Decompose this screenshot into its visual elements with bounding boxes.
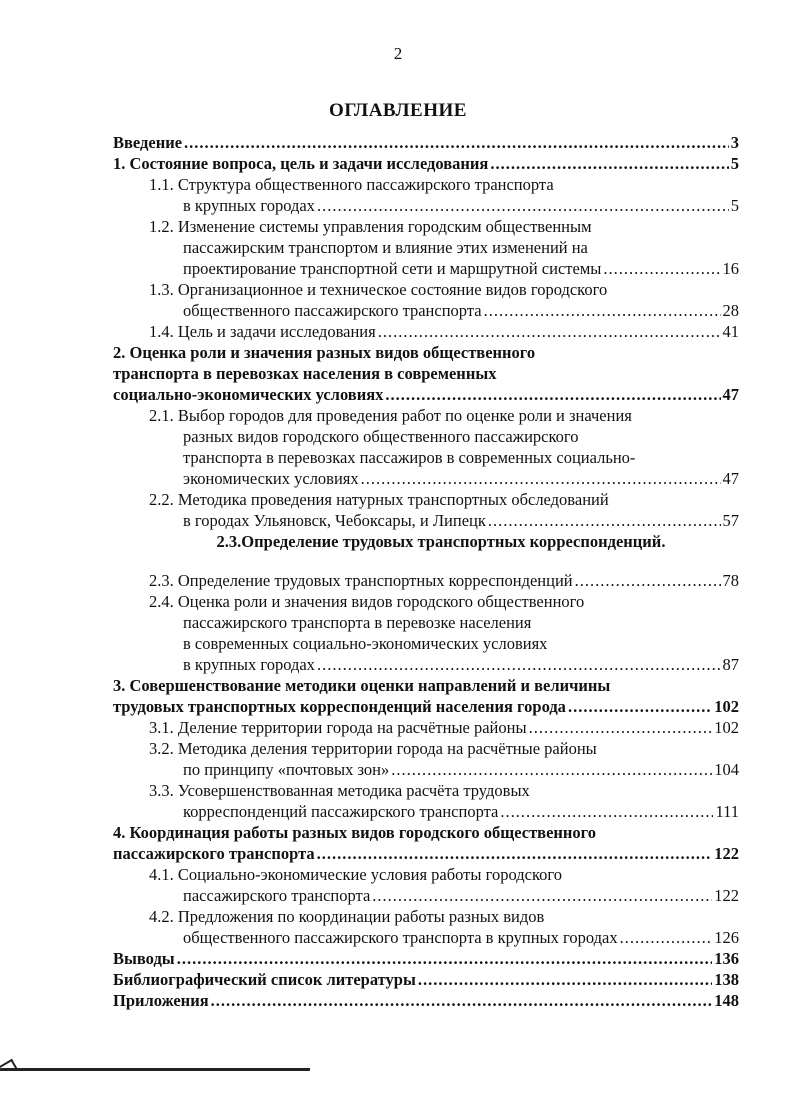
- toc-page-number: 28: [722, 301, 739, 320]
- toc-entry-title-cont: транспорта в перевозках населения в современных: [113, 364, 497, 383]
- toc-entry-title: 1.4. Цель и задачи исследования: [149, 322, 376, 341]
- toc-entry-appendices: [113, 990, 739, 1011]
- toc-entry-title-cont: социально-экономических условиях: [113, 385, 384, 404]
- toc-entry-title-cont: общественного пассажирского транспорта в крупных городах: [183, 928, 618, 947]
- toc-page-number: 57: [722, 511, 739, 530]
- toc-entry-section-1: [113, 153, 739, 174]
- toc-entry-title-cont: транспорта в перевозках пассажиров в современных социально-: [183, 448, 636, 467]
- toc-page-number: 87: [722, 655, 739, 674]
- toc-entry-title-cont: корреспонденций пассажирского транспорта: [183, 802, 499, 821]
- toc-page-number: 122: [714, 886, 739, 905]
- toc-page-number: 102: [714, 718, 739, 737]
- toc-title: ОГЛАВЛЕНИЕ: [329, 100, 467, 121]
- toc-entry-conclusions: [113, 948, 739, 969]
- section-2-3-heading: 2.3.Определение трудовых транспортных корреспонденций.: [216, 532, 666, 551]
- dot-leader: [317, 654, 721, 675]
- dot-leader: [488, 510, 721, 531]
- toc-page-number: 41: [722, 322, 739, 341]
- toc-entry-title-cont: в крупных городах: [183, 655, 315, 674]
- toc-page-number: 138: [714, 970, 739, 989]
- toc-entry-title: 2.1. Выбор городов для проведения работ по оценке роли и значения: [149, 406, 632, 425]
- dot-leader: [500, 801, 713, 822]
- toc-entry-title: 4. Координация работы разных видов городского общественного: [113, 823, 597, 842]
- toc-entry-title-cont: проектирование транспортной сети и маршрутной системы: [183, 259, 602, 278]
- toc-page-number: 47: [722, 385, 739, 404]
- toc-entry-title: 1. Состояние вопроса, цель и задачи исследования: [113, 154, 489, 173]
- dot-leader: [490, 153, 728, 174]
- toc-entry-title-cont: пассажирского транспорта в перевозке населения: [183, 613, 532, 632]
- toc-entry-title: 3. Совершенствование методики оценки направлений и величины: [113, 676, 611, 695]
- toc-page-number: 122: [714, 844, 739, 863]
- dot-leader: [418, 969, 712, 990]
- toc-entry-3-3: [113, 780, 739, 822]
- toc-page-number: 102: [714, 697, 739, 716]
- dot-leader: [378, 321, 721, 342]
- toc-page-number: 5: [730, 154, 739, 173]
- toc-entry-title-cont: разных видов городского общественного пассажирского: [183, 427, 579, 446]
- toc-entry-1-1: [113, 174, 739, 216]
- toc-page-number: 5: [730, 196, 739, 215]
- dot-leader: [177, 948, 713, 969]
- toc-entry-title: 3.2. Методика деления территории города на расчётные районы: [149, 739, 597, 758]
- toc-entry-1-4: [113, 321, 739, 342]
- toc-entry-title-cont: пассажирского транспорта: [183, 886, 371, 905]
- dot-leader: [361, 468, 721, 489]
- spacer: [113, 552, 739, 570]
- toc-entry-title: Введение: [113, 133, 183, 152]
- toc-page-number: 3: [730, 133, 739, 152]
- toc-entry-2-4: [113, 591, 739, 675]
- toc-entry-title-cont: в современных социально-экономических условиях: [183, 634, 548, 653]
- dot-leader: [317, 843, 713, 864]
- scan-artifact-line: [0, 1068, 310, 1071]
- toc-entry-title-cont: в крупных городах: [183, 196, 315, 215]
- dot-leader: [529, 717, 713, 738]
- toc-entry-bibliography: [113, 969, 739, 990]
- dot-leader: [603, 258, 720, 279]
- toc-entry-2-1: [113, 405, 739, 489]
- toc-page-number: 78: [722, 571, 739, 590]
- toc-entry-title: 2. Оценка роли и значения разных видов общественного: [113, 343, 536, 362]
- toc-entry-title: 2.4. Оценка роли и значения видов городского общественного: [149, 592, 585, 611]
- toc-entry-title: 1.3. Организационное и техническое состояние видов городского: [149, 280, 608, 299]
- dot-leader: [568, 696, 712, 717]
- dot-leader: [211, 990, 713, 1011]
- dot-leader: [184, 132, 729, 153]
- toc-entry-4-2: [113, 906, 739, 948]
- dot-leader: [620, 927, 713, 948]
- toc-entry-section-4: [113, 822, 739, 864]
- toc-entry-1-3: [113, 279, 739, 321]
- toc-page-number: 104: [714, 760, 739, 779]
- table-of-contents: [113, 132, 739, 1011]
- dot-leader: [372, 885, 712, 906]
- toc-entry-title-cont: трудовых транспортных корреспонденций населения города: [113, 697, 566, 716]
- dot-leader: [575, 570, 721, 591]
- toc-entry-title: Приложения: [113, 991, 209, 1010]
- toc-entry-3-1: [113, 717, 739, 738]
- dot-leader: [484, 300, 721, 321]
- toc-entry-section-3: [113, 675, 739, 717]
- page-number: 2: [393, 44, 403, 63]
- toc-entry-title: 2.2. Методика проведения натурных транспортных обследований: [149, 490, 609, 509]
- toc-entry-title-cont: экономических условиях: [183, 469, 359, 488]
- toc-entry-title-cont: в городах Ульяновск, Чебоксары, и Липецк: [183, 511, 486, 530]
- toc-entry-title: Выводы: [113, 949, 175, 968]
- toc-entry-title: 3.3. Усовершенствованная методика расчёта трудовых: [149, 781, 530, 800]
- toc-page-number: 148: [714, 991, 739, 1010]
- toc-entry-title-cont: общественного пассажирского транспорта: [183, 301, 482, 320]
- toc-entry-section-2: [113, 342, 739, 405]
- toc-entry-title-cont: пассажирского транспорта: [113, 844, 315, 863]
- toc-entry-title: 4.2. Предложения по координации работы разных видов: [149, 907, 545, 926]
- dot-leader: [385, 384, 720, 405]
- toc-page-number: 16: [722, 259, 739, 278]
- toc-entry-4-1: [113, 864, 739, 906]
- toc-page-number: 126: [714, 928, 739, 947]
- toc-entry-title: Библиографический список литературы: [113, 970, 416, 989]
- toc-page-number: 47: [722, 469, 739, 488]
- toc-entry-title-cont: пассажирским транспортом и влияние этих изменений на: [183, 238, 588, 257]
- toc-entry-title-cont: по принципу «почтовых зон»: [183, 760, 390, 779]
- toc-entry-title: 3.1. Деление территории города на расчётные районы: [149, 718, 527, 737]
- dot-leader: [391, 759, 712, 780]
- toc-entry-title: 4.1. Социально-экономические условия работы городского: [149, 865, 562, 884]
- toc-page-number: 136: [714, 949, 739, 968]
- toc-entry-introduction: [113, 132, 739, 153]
- dot-leader: [317, 195, 729, 216]
- toc-entry-1-2: [113, 216, 739, 279]
- toc-entry-3-2: [113, 738, 739, 780]
- toc-entry-title: 1.1. Структура общественного пассажирского транспорта: [149, 175, 554, 194]
- toc-page-number: 111: [715, 802, 739, 821]
- toc-entry-2-2: [113, 489, 739, 531]
- toc-entry-2-3: [113, 570, 739, 591]
- toc-entry-title: 2.3. Определение трудовых транспортных корреспонденций: [149, 571, 573, 590]
- toc-entry-title: 1.2. Изменение системы управления городским общественным: [149, 217, 592, 236]
